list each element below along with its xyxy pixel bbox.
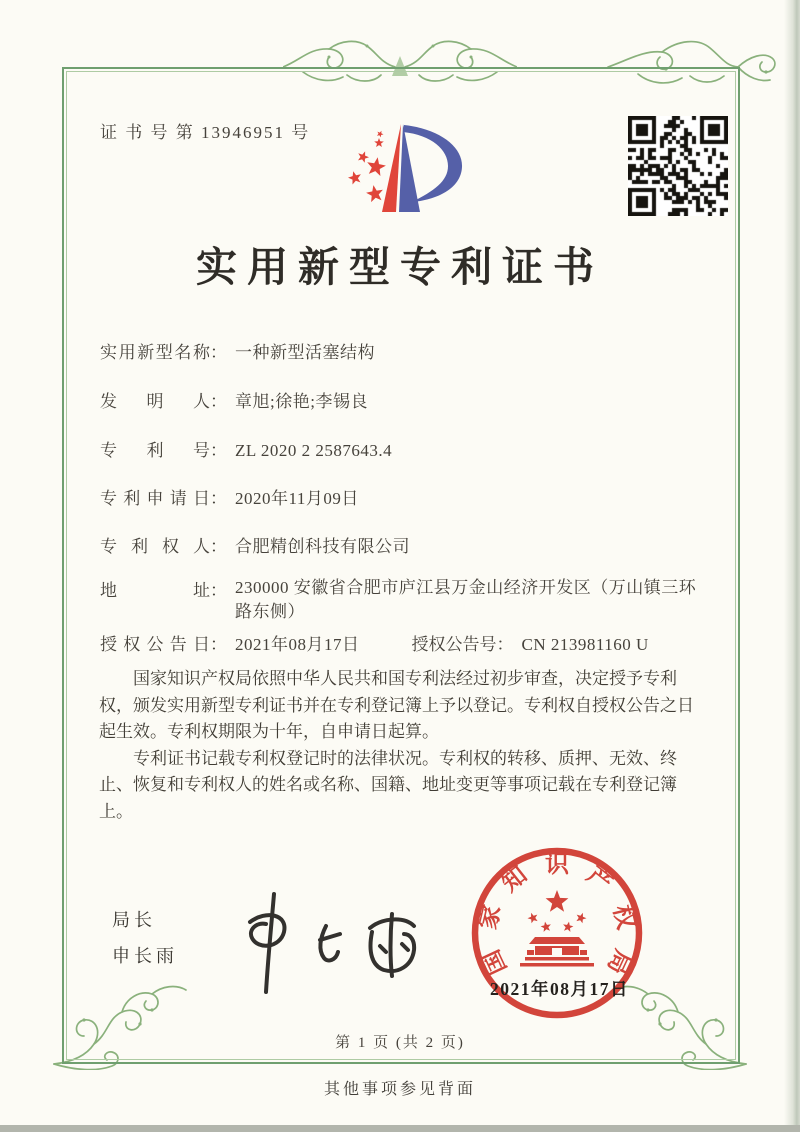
grant-number-label: 授权公告号 (411, 635, 497, 654)
certificate-number: 证 书 号 第 13946951 号 (100, 123, 311, 142)
svg-text:识: 识 (545, 852, 569, 878)
logo-stars (348, 131, 386, 202)
cnipa-official-seal-icon (462, 840, 652, 1030)
field-label: 地址 (100, 581, 210, 600)
field-row-patent-number: 专利号： ZL 2020 2 2587643.4 (100, 436, 392, 461)
field-label: 实用新型名称 (100, 343, 210, 362)
qr-code (628, 116, 728, 216)
grant-number-value: CN 213981160 U (521, 635, 649, 654)
field-value: 230000 安徽省合肥市庐江县万金山经济开发区（万山镇三环路东侧） (235, 578, 697, 621)
certificate-title: 实用新型专利证书 (196, 244, 604, 290)
svg-text:国: 国 (478, 945, 513, 979)
field-label: 专利号 (100, 441, 210, 460)
page-number: 第 1 页 (共 2 页) (335, 1035, 465, 1051)
seal-date: 2021年08月17日 (490, 979, 629, 999)
legal-paragraph-1: 国家知识产权局依照中华人民共和国专利法经过初步审查，决定授予专利权，颁发实用新型专利证书并在专利登记簿上予以登记。专利权自授权公告之日起生效。专利权期限为十年，自申请日起算。 (99, 669, 694, 741)
field-row-address: 地址： 230000 安徽省合肥市庐江县万金山经济开发区（万山镇三环路东侧） (100, 576, 705, 624)
svg-text:局: 局 (601, 945, 636, 979)
field-value: 章旭;徐艳;李锡良 (235, 392, 368, 411)
field-row-patentee: 专利权人： 合肥精创科技有限公司 (100, 532, 410, 557)
field-value: 2020年11月09日 (235, 489, 359, 508)
field-value: 合肥精创科技有限公司 (235, 537, 410, 556)
field-label: 授权公告日 (100, 635, 210, 654)
field-row-grant: 授权公告日： 2021年08月17日 授权公告号： CN 213981160 U (100, 630, 649, 655)
scan-edge-right (784, 0, 800, 1132)
legal-paragraph-2: 专利证书记载专利权登记时的法律状况。专利权的转移、质押、无效、终止、恢复和专利权人的姓名或名称、国籍、地址变更等事项记载在专利登记簿上。 (99, 748, 677, 821)
svg-text:产: 产 (581, 862, 617, 898)
commissioner-signature-icon (222, 888, 432, 998)
commissioner-title: 局长 (112, 910, 156, 930)
field-value: ZL 2020 2 2587643.4 (235, 441, 393, 460)
svg-text:权: 权 (607, 902, 639, 932)
field-row-inventors: 发明人： 章旭;徐艳;李锡良 (100, 387, 368, 412)
scan-edge-bottom (0, 1125, 800, 1132)
field-label: 发明人 (100, 392, 210, 411)
field-row-name: 实用新型名称： 一种新型活塞结构 (100, 338, 375, 363)
field-label: 专利申请日 (100, 489, 210, 508)
field-value: 一种新型活塞结构 (235, 343, 375, 362)
seal-stars (528, 890, 587, 932)
commissioner-name: 申长雨 (112, 946, 178, 966)
back-side-note: 其他事项参见背面 (323, 1081, 476, 1098)
seal-emblem (520, 890, 594, 967)
svg-text:知: 知 (497, 862, 533, 898)
field-label: 专利权人 (100, 537, 210, 556)
grant-date-value: 2021年08月17日 (235, 635, 360, 654)
field-row-filing-date: 专利申请日： 2020年11月09日 (100, 484, 359, 509)
legal-text-block (99, 666, 703, 825)
cnipa-patent-logo-icon (330, 105, 480, 220)
svg-text:家: 家 (475, 902, 507, 932)
